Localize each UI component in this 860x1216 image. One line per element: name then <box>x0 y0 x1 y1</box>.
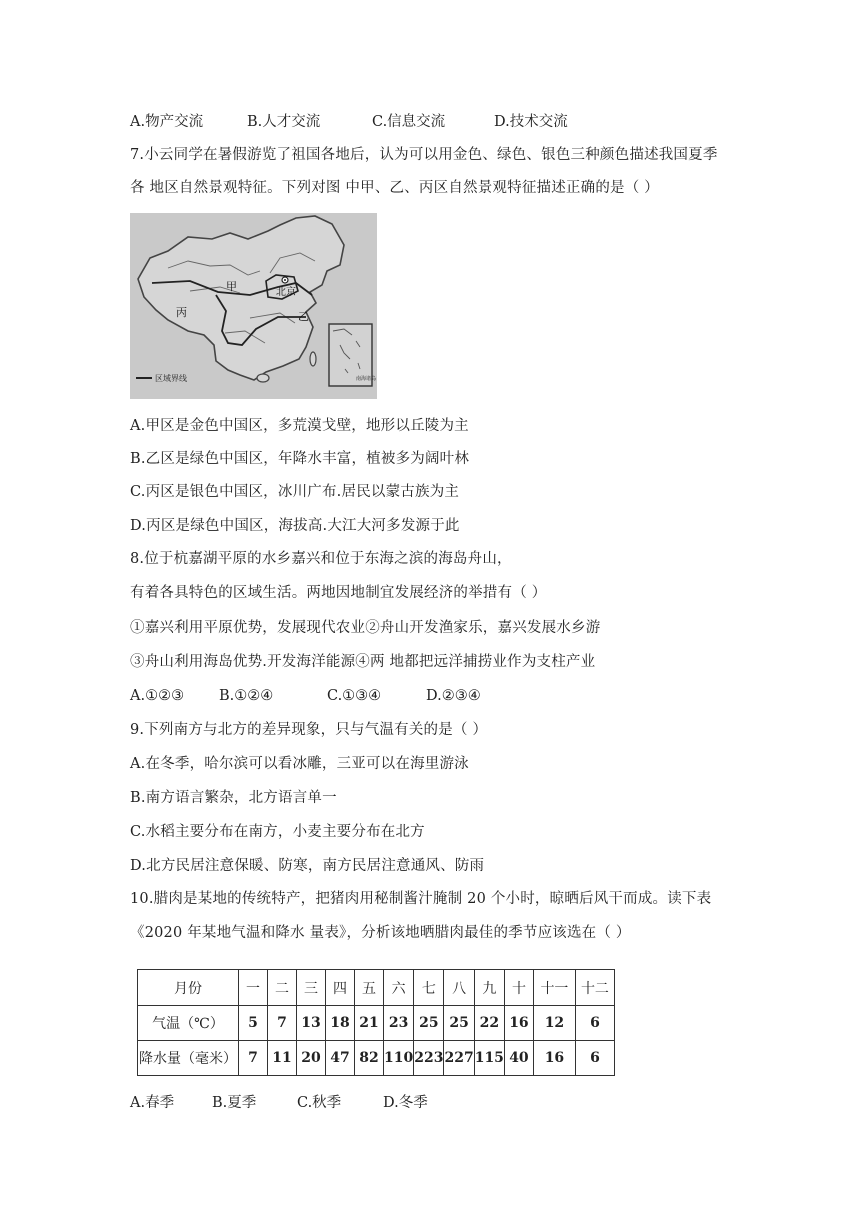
q6-options <box>130 112 568 132</box>
q7-option-a: A.甲区是金色中国区，多荒漠戈壁，地形以丘陵为主 <box>130 418 469 434</box>
precip-cell: 115 <box>474 1041 504 1076</box>
q8-stem-line2: 有着各具特色的区域生活。两地因地制宜发展经济的举措有（ ） <box>130 585 547 601</box>
table-row-temperature <box>138 1006 615 1041</box>
month-cell: 六 <box>384 970 414 1006</box>
precip-cell: 7 <box>239 1041 268 1076</box>
climate-table <box>137 969 615 1076</box>
q10-stem-line1: 10.腊肉是某地的传统特产，把猪肉用秘制酱汁腌制 20 个小时，晾晒后风干而成。读下表 <box>130 891 712 907</box>
table-row-months <box>138 970 615 1006</box>
temp-cell: 13 <box>297 1006 326 1041</box>
q8-option-c: C.①③④ <box>327 688 382 704</box>
precip-cell: 223 <box>414 1041 444 1076</box>
q10-option-c: C.秋季 <box>297 1095 342 1111</box>
q7-option-d: D.丙区是绿色中国区，海拔高.大江大河多发源于此 <box>130 518 460 534</box>
temp-cell: 12 <box>533 1006 575 1041</box>
inset-label: 南海诸岛 <box>356 376 377 382</box>
temp-cell: 25 <box>444 1006 474 1041</box>
q8-item-line2: ③舟山利用海岛优势.开发海洋能源④两 地都把远洋捕捞业作为支柱产业 <box>130 654 596 670</box>
temp-cell: 25 <box>414 1006 444 1041</box>
q6-option-a: A.物产交流 <box>130 114 204 130</box>
legend-label: 区域界线 <box>155 374 187 383</box>
q9-option-b: B.南方语言繁杂，北方语言单一 <box>130 790 337 806</box>
q10-stem-line2: 《2020 年某地气温和降水 量表》，分析该地晒腊肉最佳的季节应该选在（ ） <box>130 925 631 941</box>
q9-option-c: C.水稻主要分布在南方，小麦主要分布在北方 <box>130 824 425 840</box>
q9-option-d: D.北方民居注意保暖、防寒，南方民居注意通风、防雨 <box>130 858 485 874</box>
q6-option-c: C.信息交流 <box>372 114 446 130</box>
temp-cell: 6 <box>575 1006 614 1041</box>
q7-stem-line2: 各 地区自然景观特征。下列对图 中甲、乙、丙区自然景观特征描述正确的是（ ） <box>130 180 659 196</box>
precip-cell: 40 <box>504 1041 533 1076</box>
q8-option-b: B.①②④ <box>219 688 274 704</box>
table-header-month: 月份 <box>138 970 239 1006</box>
month-cell: 十二 <box>575 970 614 1006</box>
q10-option-b: B.夏季 <box>212 1095 257 1111</box>
precip-cell: 6 <box>575 1041 614 1076</box>
temp-cell: 7 <box>268 1006 297 1041</box>
month-cell: 九 <box>474 970 504 1006</box>
q9-option-a: A.在冬季，哈尔滨可以看冰雕，三亚可以在海里游泳 <box>130 756 469 772</box>
map-label-yi: 乙 <box>298 310 309 323</box>
q6-option-d: D.技术交流 <box>494 114 568 130</box>
q8-stem-line1: 8.位于杭嘉湖平原的水乡嘉兴和位于东海之滨的海岛舟山， <box>130 551 512 567</box>
q7-stem-line1: 7.小云同学在暑假游览了祖国各地后，认为可以用金色、绿色、银色三种颜色描述我国夏季 <box>130 147 718 163</box>
q9-stem: 9.下列南方与北方的差异现象，只与气温有关的是（ ） <box>130 722 488 738</box>
month-cell: 一 <box>239 970 268 1006</box>
month-cell: 五 <box>355 970 384 1006</box>
precip-cell: 16 <box>533 1041 575 1076</box>
q7-option-b: B.乙区是绿色中国区，年降水丰富，植被多为阔叶林 <box>130 451 470 467</box>
precip-cell: 47 <box>326 1041 355 1076</box>
q8-option-d: D.②③④ <box>426 688 481 704</box>
map-graphic <box>130 213 377 399</box>
map-label-jia: 甲 <box>226 280 237 293</box>
temp-cell: 21 <box>355 1006 384 1041</box>
month-cell: 七 <box>414 970 444 1006</box>
q10-option-a: A.春季 <box>130 1095 175 1111</box>
month-cell: 十一 <box>533 970 575 1006</box>
q8-option-a: A.①②③ <box>130 688 185 704</box>
q7-option-c: C.丙区是银色中国区，冰川广布.居民以蒙古族为主 <box>130 484 460 500</box>
table-header-temperature: 气温（℃） <box>138 1006 239 1041</box>
table-row-precipitation <box>138 1041 615 1076</box>
map-label-bing: 丙 <box>176 306 187 319</box>
temp-cell: 22 <box>474 1006 504 1041</box>
precip-cell: 20 <box>297 1041 326 1076</box>
month-cell: 三 <box>297 970 326 1006</box>
table-header-precipitation: 降水量（毫米） <box>138 1041 239 1076</box>
month-cell: 八 <box>444 970 474 1006</box>
q8-options <box>130 686 481 706</box>
temp-cell: 23 <box>384 1006 414 1041</box>
month-cell: 二 <box>268 970 297 1006</box>
month-cell: 四 <box>326 970 355 1006</box>
q6-option-b: B.人才交流 <box>247 114 321 130</box>
precip-cell: 110 <box>384 1041 414 1076</box>
month-cell: 十 <box>504 970 533 1006</box>
map-label-beijing: 北京 <box>276 287 296 298</box>
q8-item-line1: ①嘉兴利用平原优势，发展现代农业②舟山开发渔家乐，嘉兴发展水乡游 <box>130 620 601 636</box>
precip-cell: 82 <box>355 1041 384 1076</box>
temp-cell: 16 <box>504 1006 533 1041</box>
temp-cell: 5 <box>239 1006 268 1041</box>
q10-options <box>130 1093 428 1113</box>
precip-cell: 227 <box>444 1041 474 1076</box>
temp-cell: 18 <box>326 1006 355 1041</box>
china-region-map <box>130 213 377 399</box>
q10-option-d: D.冬季 <box>383 1095 428 1111</box>
precip-cell: 11 <box>268 1041 297 1076</box>
